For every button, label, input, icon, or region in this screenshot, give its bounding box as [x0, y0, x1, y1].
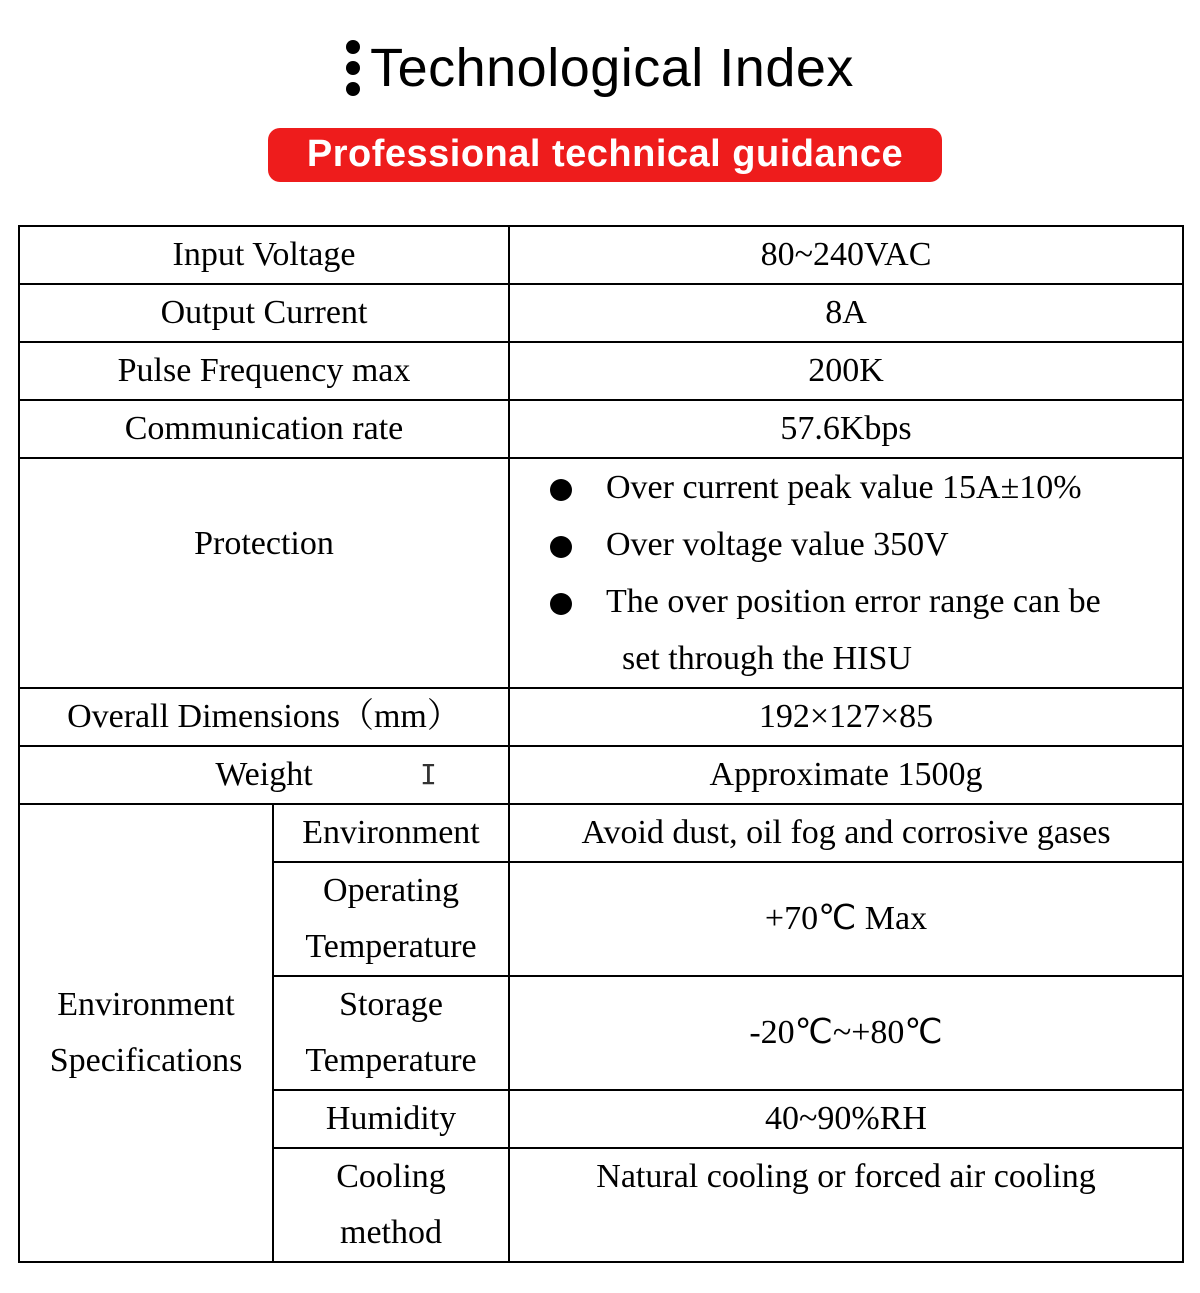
- table-row: [19, 284, 1183, 342]
- page-title: Technological Index: [370, 38, 854, 98]
- bullet-text: Over current peak value 15A±10%: [606, 469, 1082, 506]
- spec-label: Weight: [19, 746, 509, 804]
- spec-label: [273, 1148, 509, 1262]
- spec-label: Communication rate: [19, 400, 509, 458]
- spec-value: 8A: [509, 284, 1183, 342]
- spec-value: +70℃ Max: [509, 862, 1183, 976]
- spec-value: Natural cooling or forced air cooling: [509, 1148, 1183, 1262]
- spec-label: Pulse Frequency max: [19, 342, 509, 400]
- list-item: [544, 516, 1182, 573]
- spec-value: 192×127×85: [509, 688, 1183, 746]
- protection-list-cell: [509, 458, 1183, 688]
- group-label-line: Specifications: [49, 1042, 243, 1079]
- subtitle-banner: Professional technical guidance: [268, 128, 942, 182]
- environment-group-label: [19, 804, 273, 1262]
- spec-value: Approximate 1500g: [509, 746, 1183, 804]
- label-line: method: [340, 1214, 442, 1251]
- list-item: [544, 459, 1182, 516]
- bullet-text-continued: set through the HISU: [622, 640, 912, 677]
- label-line: Temperature: [305, 928, 477, 965]
- table-row: [19, 688, 1183, 746]
- spec-label: Output Current: [19, 284, 509, 342]
- table-row: [19, 746, 1183, 804]
- spec-label: [273, 976, 509, 1090]
- protection-list: [510, 459, 1182, 687]
- title-wrap: [346, 36, 854, 100]
- spec-value: 200K: [509, 342, 1183, 400]
- list-item: [544, 573, 1182, 687]
- spec-value: -20℃~+80℃: [509, 976, 1183, 1090]
- label-line: Temperature: [305, 1042, 477, 1079]
- table-row: [19, 400, 1183, 458]
- spec-value: 57.6Kbps: [509, 400, 1183, 458]
- table-row: [19, 342, 1183, 400]
- spec-label: Humidity: [273, 1090, 509, 1148]
- group-label-line: Environment: [57, 986, 235, 1023]
- spec-label: Protection: [19, 458, 509, 688]
- spec-label: Overall Dimensions（mm）: [19, 688, 509, 746]
- label-line: Operating: [323, 872, 459, 909]
- table-row: [19, 458, 1183, 688]
- label-line: Cooling: [336, 1158, 446, 1195]
- spec-value: 40~90%RH: [509, 1090, 1183, 1148]
- label-line: Storage: [339, 986, 443, 1023]
- spec-label: [273, 862, 509, 976]
- spec-table: [18, 225, 1184, 1263]
- text-cursor-icon: I: [420, 758, 437, 791]
- table-row: [19, 226, 1183, 284]
- table-row: [19, 804, 1183, 862]
- spec-label: Input Voltage: [19, 226, 509, 284]
- spec-value: Avoid dust, oil fog and corrosive gases: [509, 804, 1183, 862]
- vertical-dots-icon: [346, 40, 360, 96]
- header: [0, 36, 1200, 100]
- bullet-text: Over voltage value 350V: [606, 526, 949, 563]
- spec-label: Environment: [273, 804, 509, 862]
- spec-value: 80~240VAC: [509, 226, 1183, 284]
- bullet-text: The over position error range can be: [606, 583, 1101, 620]
